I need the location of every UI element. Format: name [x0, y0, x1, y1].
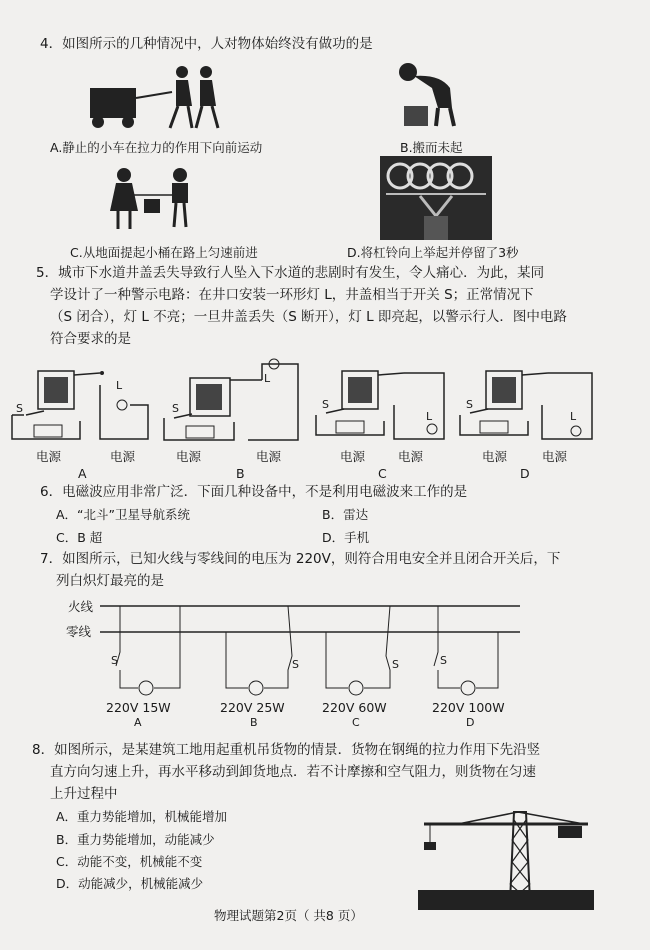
- q5-stem-line-2: 学设计了一种警示电路：在井口安装一环形灯 L，井盖相当于开关 S；正常情况下: [50, 287, 534, 303]
- q7-stem-line-1: 7．如图所示，已知火线与零线间的电压为 220V，则符合用电安全并且闭合开关后，下: [40, 551, 561, 567]
- q5-b-lamp-label: L: [264, 372, 271, 385]
- q5-c-power-left: 电源: [340, 449, 366, 464]
- q7-switch-c: S: [392, 658, 399, 671]
- q7-switch-d: S: [440, 654, 447, 667]
- q5-a-power-left: 电源: [36, 449, 62, 464]
- q6-option-b: B．雷达: [322, 507, 369, 522]
- q8-stem-line-1: 8．如图所示，是某建筑工地用起重机吊货物的情景．货物在钢绳的拉力作用下先沿竖: [32, 742, 541, 758]
- relay-circuit-b: [162, 358, 302, 446]
- q6-option-a: A．“北斗”卫星导航系统: [56, 507, 191, 522]
- q5-label-d: D: [520, 466, 530, 481]
- q5-d-switch-label: S: [466, 398, 473, 411]
- q5-label-b: B: [236, 466, 245, 481]
- neutral-wire-label: 零线: [66, 624, 92, 639]
- q8-option-a: A．重力势能增加，机械能增加: [56, 809, 228, 824]
- q7-switch-a: S: [111, 654, 118, 667]
- q8-option-c: C．动能不变，机械能不变: [56, 854, 203, 869]
- lamp-d-label: D: [466, 716, 475, 729]
- relay-circuit-c: [314, 365, 454, 447]
- q5-a-power-right: 电源: [110, 449, 136, 464]
- q5-d-power-left: 电源: [482, 449, 508, 464]
- q6-stem: 6．电磁波应用非常广泛．下面几种设备中，不是利用电磁波来工作的是: [40, 484, 468, 500]
- q5-b-switch-label: S: [172, 402, 179, 415]
- q5-b-power-left: 电源: [176, 449, 202, 464]
- cart-pulling-figure: [84, 62, 224, 134]
- lamp-b-spec: 220V 25W: [220, 700, 285, 715]
- q8-option-b: B．重力势能增加，动能减少: [56, 832, 215, 847]
- q8-stem-line-3: 上升过程中: [50, 786, 118, 802]
- weightlifting-figure: [380, 156, 492, 240]
- q7-switch-b: S: [292, 658, 299, 671]
- q5-a-lamp-label: L: [116, 379, 123, 392]
- q4-option-a: A.静止的小车在拉力的作用下向前运动: [50, 140, 263, 155]
- relay-circuit-d: [458, 365, 598, 447]
- q5-c-switch-label: S: [322, 398, 329, 411]
- q5-label-a: A: [78, 466, 87, 481]
- q5-a-switch-label: S: [16, 402, 23, 415]
- q8-option-d: D．动能减少，机械能减少: [56, 876, 204, 891]
- q5-stem-line-4: 符合要求的是: [50, 331, 131, 347]
- q5-d-power-right: 电源: [542, 449, 568, 464]
- q4-option-d: D.将杠铃向上举起并停留了3秒: [347, 245, 519, 260]
- lamp-a-label: A: [134, 716, 142, 729]
- q5-b-power-right: 电源: [256, 449, 282, 464]
- q5-stem-line-1: 5．城市下水道井盖丢失导致行人坠入下水道的悲剧时有发生，令人痛心．为此，某同: [36, 265, 545, 281]
- q4-option-c: C.从地面提起小桶在路上匀速前进: [70, 245, 258, 260]
- lamp-b-label: B: [250, 716, 258, 729]
- q5-c-lamp-label: L: [426, 410, 433, 423]
- q5-c-power-right: 电源: [398, 449, 424, 464]
- lamp-d-spec: 220V 100W: [432, 700, 505, 715]
- page-footer: 物理试题第2页（ 共8 页）: [214, 908, 363, 923]
- lifting-attempt-figure: [392, 58, 472, 130]
- q4-stem: 4．如图所示的几种情况中，人对物体始终没有做功的是: [40, 36, 373, 52]
- household-circuit-diagram: [100, 600, 520, 700]
- q8-stem-line-2: 直方向匀速上升，再水平移动到卸货地点．若不计摩擦和空气阻力，则货物在匀速: [50, 764, 536, 780]
- carrying-bucket-figure: [104, 165, 200, 235]
- tower-crane-figure: [418, 810, 594, 912]
- q6-option-d: D．手机: [322, 530, 370, 545]
- q5-label-c: C: [378, 466, 387, 481]
- q5-stem-line-3: （S 闭合），灯 L 不亮；一旦井盖丢失（S 断开），灯 L 即亮起，以警示行人．图中电路: [50, 309, 567, 325]
- q5-d-lamp-label: L: [570, 410, 577, 423]
- lamp-c-label: C: [352, 716, 360, 729]
- lamp-c-spec: 220V 60W: [322, 700, 387, 715]
- lamp-a-spec: 220V 15W: [106, 700, 171, 715]
- q6-option-c: C．B 超: [56, 530, 103, 545]
- relay-circuit-a: [10, 365, 150, 447]
- live-wire-label: 火线: [68, 599, 94, 614]
- q4-option-b: B.搬而未起: [400, 140, 463, 155]
- q7-stem-line-2: 列白炽灯最亮的是: [56, 573, 164, 589]
